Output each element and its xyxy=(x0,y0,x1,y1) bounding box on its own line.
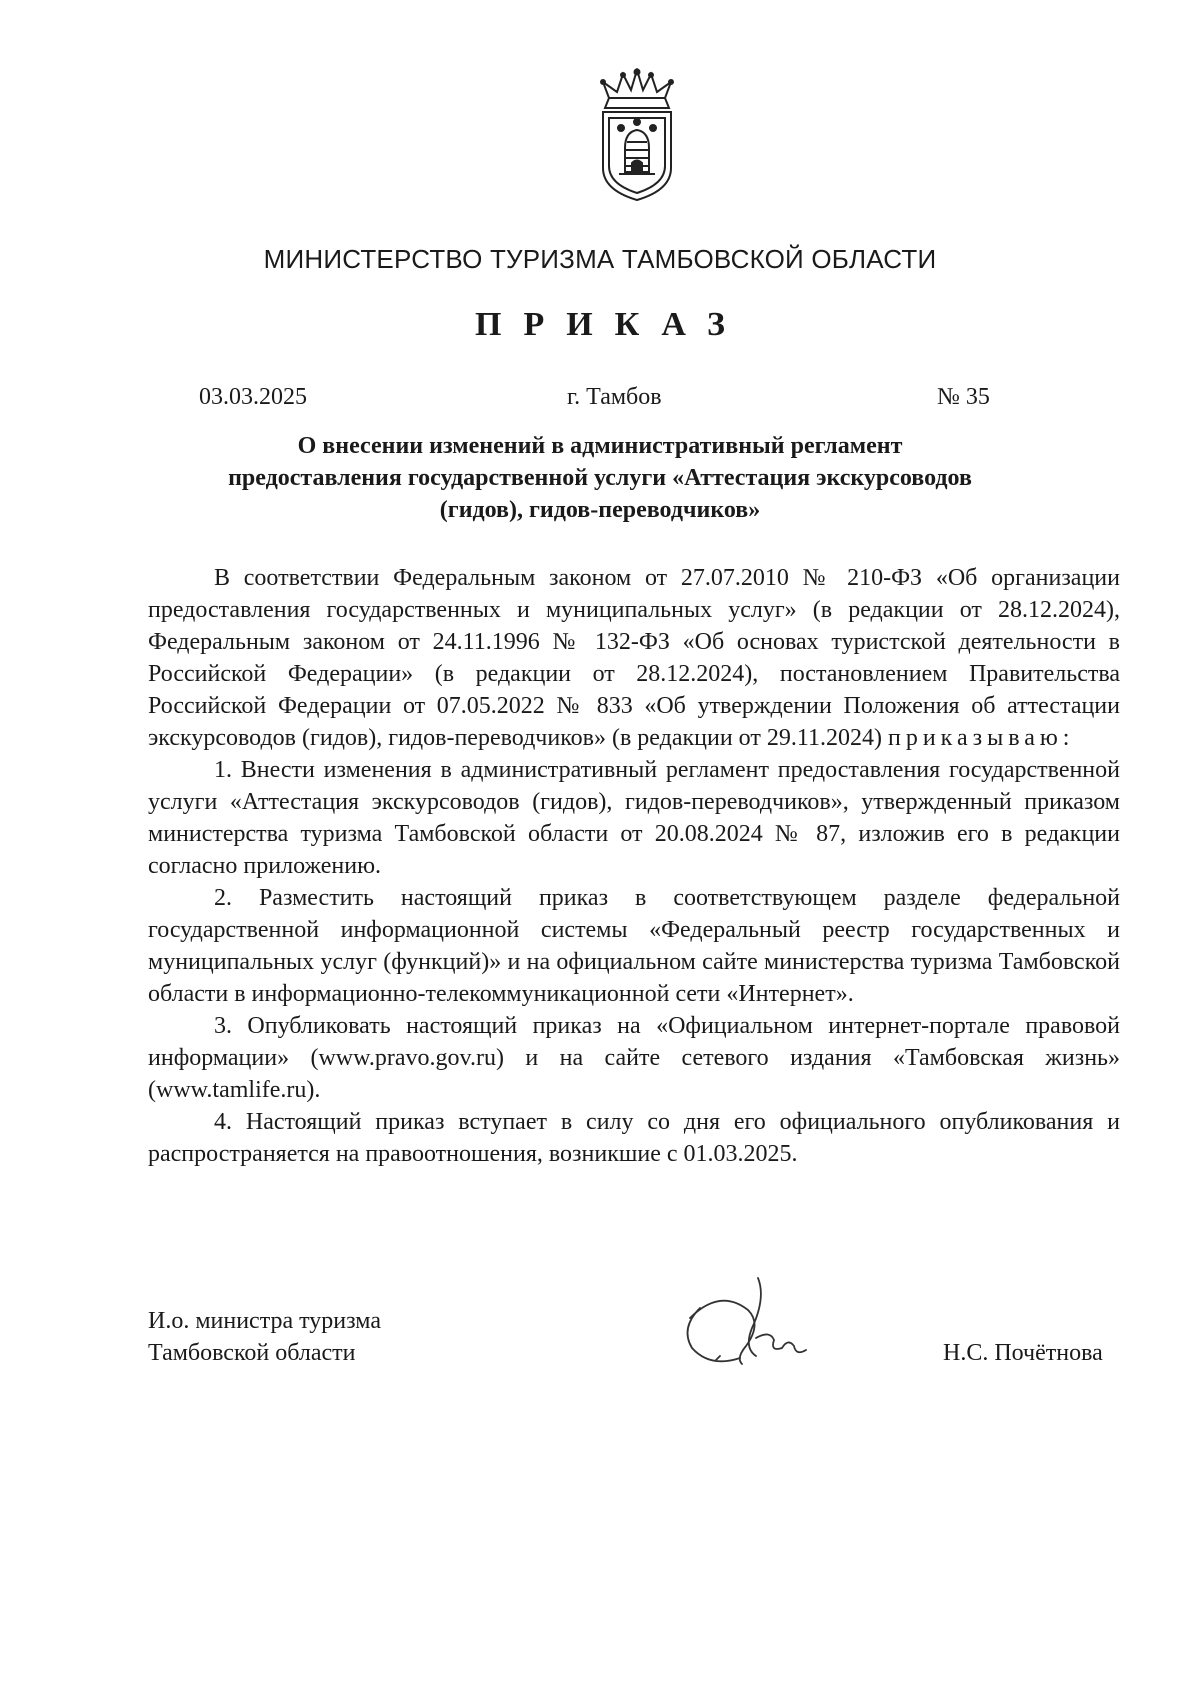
order-item-4: 4. Настоящий приказ вступает в силу со дня его официального опубликования и распространяется на правоотношения, возникшие с 01.03.2025. xyxy=(148,1109,1120,1167)
tambov-coat-of-arms-icon xyxy=(583,68,691,204)
order-number: № 35 xyxy=(937,384,990,410)
subject-line: О внесении изменений в административный регламент xyxy=(297,433,903,459)
ministry-name: МИНИСТЕРСТВО ТУРИЗМА ТАМБОВСКОЙ ОБЛАСТИ xyxy=(263,244,937,274)
preamble-paragraph xyxy=(148,562,1120,754)
position-line: И.о. министра туризма xyxy=(148,1308,381,1334)
signatory-name: Н.С. Почётнова xyxy=(943,1340,1103,1366)
order-item-2: 2. Разместить настоящий приказ в соответствующем разделе федеральной государственной информационной системы «Федеральный реестр государственных и муниципальных услуг (функций)» и на официальном сайте министерства туризма Тамбовской области в информационно-телекоммуникационной сети «Интернет». xyxy=(148,885,1120,1007)
order-subject xyxy=(150,430,1050,526)
order-body xyxy=(148,562,1120,1170)
order-date: 03.03.2025 xyxy=(199,384,307,410)
subject-line: (гидов), гидов-переводчиков» xyxy=(439,497,761,523)
order-city: г. Тамбов xyxy=(567,384,662,410)
position-line: Тамбовской области xyxy=(148,1340,356,1366)
order-item-1: 1. Внести изменения в административный регламент предоставления государственной услуги «Аттестация экскурсоводов (гидов), гидов-переводчиков», утвержденный приказом министерства туризма Тамбовской области от 20.08.2024 № 87, изложив его в редакции согласно приложению. xyxy=(148,757,1120,879)
order-word: приказываю: xyxy=(887,725,1075,751)
signatory-position xyxy=(148,1305,381,1369)
subject-line: предоставления государственной услуги «Аттестация экскурсоводов xyxy=(228,465,972,491)
order-item-3: 3. Опубликовать настоящий приказ на «Официальном интернет-портале правовой информации» (www.pravo.gov.ru) и на сайте сетевого издания «Тамбовская жизнь» (www.tamlife.ru). xyxy=(148,1013,1120,1103)
document-type-title: ПРИКАЗ xyxy=(475,306,747,343)
handwritten-signature-icon xyxy=(670,1268,820,1378)
preamble-text: В соответствии Федеральным законом от 27.07.2010 № 210-ФЗ «Об организации предоставления государственных и муниципальных услуг» (в редакции от 28.12.2024), Федеральным законом от 24.11.1996 № 132-ФЗ «Об основах туристской деятельности в Российской Федерации» (в редакции от 28.12.2024), постановлением Правительства Российской Федерации от 07.05.2022 № 833 «Об утверждении Положения об аттестации экскурсоводов (гидов), гидов-переводчиков» (в редакции от 29.11.2024) xyxy=(148,565,1120,751)
